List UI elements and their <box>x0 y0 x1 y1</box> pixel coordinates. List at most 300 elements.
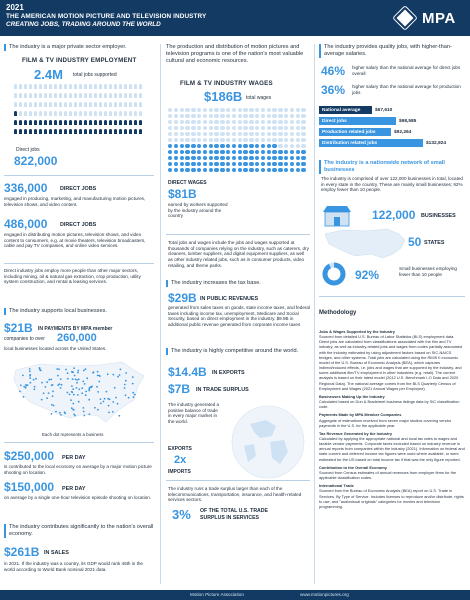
wage-dot <box>255 108 259 112</box>
person-icon <box>29 84 32 89</box>
wage-dot <box>284 108 288 112</box>
business-dot <box>59 412 61 414</box>
wage-dot <box>197 138 201 142</box>
wage-dot <box>249 114 253 118</box>
wage-dot <box>220 126 224 130</box>
person-icon <box>109 129 112 134</box>
person-icon <box>84 84 87 89</box>
page-header <box>0 0 470 36</box>
wage-dot <box>255 138 259 142</box>
person-icon <box>79 93 82 98</box>
business-dot <box>60 387 62 389</box>
wage-dot <box>191 138 195 142</box>
business-dot <box>74 415 76 417</box>
wage-dot <box>185 162 189 166</box>
business-dot <box>112 411 114 413</box>
business-dot <box>74 375 76 377</box>
wage-dot <box>301 120 305 124</box>
wage-dot <box>197 114 201 118</box>
wage-dot <box>249 138 253 142</box>
wage-dot <box>238 120 242 124</box>
person-icon <box>109 102 112 107</box>
sales-value: $261B <box>4 545 40 559</box>
business-dot <box>52 395 54 397</box>
wage-dot <box>220 132 224 136</box>
wage-dot <box>191 108 195 112</box>
person-icon <box>139 84 142 89</box>
wage-dot <box>220 168 224 172</box>
business-dot <box>56 368 58 370</box>
wage-dot <box>180 132 184 136</box>
business-dot <box>58 368 60 370</box>
person-icon <box>29 120 32 125</box>
wage-dot <box>243 114 247 118</box>
person-icon <box>74 102 77 107</box>
person-icon <box>19 93 22 98</box>
business-dot <box>51 404 53 406</box>
wage-dot <box>278 144 282 148</box>
person-icon <box>64 93 67 98</box>
competitive-heading: The industry is highly competitive around the world. <box>166 348 310 355</box>
wage-dot <box>209 120 213 124</box>
wage-dot <box>301 138 305 142</box>
methodology-text: Aggregate of estimations received from seven major studios covering vendor payments in the U.S. for the applicable year. <box>319 417 452 428</box>
wage-dot <box>232 156 236 160</box>
person-icon <box>59 111 62 116</box>
wage-dot <box>209 144 213 148</box>
world-map <box>226 402 310 482</box>
wage-dot <box>191 156 195 160</box>
indirect-desc: Direct industry jobs employ more people than other major sectors, including mining, oil & natural gas extraction, crop production, utility system construction, and rental & leasing services. <box>4 268 141 285</box>
wage-dot <box>296 156 300 160</box>
person-icon <box>114 93 117 98</box>
person-icon <box>129 93 132 98</box>
person-icon <box>34 120 37 125</box>
surplus-pct-text1: OF THE TOTAL U.S. TRADE <box>200 508 269 514</box>
person-icon <box>94 93 97 98</box>
person-icon <box>94 111 97 116</box>
salary-bar-value: $67,610 <box>375 107 393 113</box>
person-icon <box>99 102 102 107</box>
business-dot <box>133 396 135 398</box>
person-icon <box>44 93 47 98</box>
wage-dot <box>185 108 189 112</box>
business-dot <box>67 378 69 380</box>
wage-dot <box>214 108 218 112</box>
business-dot <box>77 372 79 374</box>
wage-dot <box>197 150 201 154</box>
person-icon <box>124 84 127 89</box>
methodology-heading: Payments Made by MPA Member Companies <box>319 412 402 418</box>
wage-dot <box>174 168 178 172</box>
business-dot <box>35 378 37 380</box>
wage-dot <box>267 156 271 160</box>
person-icon <box>104 111 107 116</box>
business-dot <box>89 413 91 415</box>
wage-dot <box>272 162 276 166</box>
pct1-desc: higher salary than the national average for direct jobs overall <box>352 65 461 76</box>
person-icon <box>54 84 57 89</box>
wage-dot <box>249 108 253 112</box>
person-icon <box>99 84 102 89</box>
person-icon <box>129 129 132 134</box>
wage-dot <box>209 132 213 136</box>
person-icon <box>124 129 127 134</box>
wage-dot <box>168 132 172 136</box>
business-dot <box>132 376 134 378</box>
logo-text: MPA <box>422 10 456 27</box>
wage-dot <box>185 126 189 130</box>
business-dot <box>120 369 122 371</box>
person-icon <box>114 111 117 116</box>
wage-dot <box>267 132 271 136</box>
wage-dot <box>243 138 247 142</box>
wage-dot <box>296 168 300 172</box>
salary-bar <box>319 106 393 114</box>
business-dot <box>71 385 73 387</box>
person-icon <box>54 93 57 98</box>
divider <box>319 296 465 297</box>
wage-dot <box>168 150 172 154</box>
perday1-desc: is contributed to the local economy on average by a major motion picture shooting on location. <box>4 464 152 475</box>
person-icon <box>49 84 52 89</box>
methodology-text: Sourced from detailed U.S. Bureau of Labor Statistics (BLS) employment data. Direct jobs are calculated from classifications associated with the film and TV industry, as well as industry-related jobs and wages from codes partially associated with the industry estimated by using adjustment factors based on SIC-NAICS bridges, and other systems. Total jobs are calculated using the RIMS II economic model of the U.S. Bureau of Economic Analysis (BEA), which captures indirect/induced effects, i.e. jobs and wages that are supported by the industry, and some additional film/TV employment in other industries (e.g. retail). The current analysis is based on their latest model (2012 U.S. Benchmark I-O Data and 2020 Regional Data). The national average comes from the BLS Quarterly Census of Employment and Wages (2021 Annual Wages per Employee). <box>319 334 463 391</box>
business-dot <box>92 372 94 374</box>
business-dot <box>50 379 52 381</box>
person-icon <box>49 102 52 107</box>
mpa-logo-mark-icon <box>392 5 418 31</box>
wage-dot <box>214 138 218 142</box>
wage-dot <box>220 156 224 160</box>
wage-dot <box>232 126 236 130</box>
person-icon <box>99 93 102 98</box>
wage-dot <box>278 168 282 172</box>
perday1-unit: PER DAY <box>62 455 86 461</box>
wage-dot <box>267 162 271 166</box>
person-icon <box>19 129 22 134</box>
direct-wages-label: DIRECT WAGES <box>168 180 207 186</box>
person-icon <box>74 111 77 116</box>
person-icon <box>69 84 72 89</box>
person-icon <box>29 93 32 98</box>
businesses-text: local businesses located across the United States. <box>4 346 107 351</box>
person-icon <box>89 93 92 98</box>
business-dot <box>25 384 27 386</box>
person-icon <box>49 120 52 125</box>
business-dot <box>88 390 90 392</box>
wage-dot <box>284 144 288 148</box>
wage-dot <box>272 108 276 112</box>
person-icon <box>54 129 57 134</box>
person-icon <box>114 120 117 125</box>
wage-dot <box>226 138 230 142</box>
payments-text: IN PAYMENTS BY MPA member <box>38 326 113 332</box>
person-icon <box>124 111 127 116</box>
methodology-heading: Jobs & Wages Supported by the Industry <box>319 329 395 334</box>
wage-dot <box>168 156 172 160</box>
person-icon <box>39 84 42 89</box>
sales-desc: in 2021. If the industry was a country, its GDP would rank 46th in the world according to World Bank nominal 2021 data. <box>4 561 143 572</box>
business-dot <box>55 411 57 413</box>
network-heading: The industry is a nationwide network of small businesses <box>319 160 465 174</box>
wage-dot <box>203 126 207 130</box>
business-dot <box>99 375 101 377</box>
wage-dot <box>214 168 218 172</box>
wage-dot <box>168 138 172 142</box>
store-icon <box>321 204 353 228</box>
wage-dot <box>243 162 247 166</box>
methodology-text: Sourced from Census estimates of annual revenues from employer firms for the applicable classification codes. <box>319 469 457 481</box>
total-wages-value: $186B <box>204 89 243 104</box>
business-dot <box>77 394 79 396</box>
business-dot <box>88 399 90 401</box>
tax-desc: generated from sales taxes on goods, state income taxes, and federal taxes including income tax, unemployment, Medicare and Social Security, based on direct employment in the industry. $9.9B in additional public revenue generated from corporate income taxes <box>168 305 310 328</box>
wage-dot <box>301 126 305 130</box>
business-dot <box>97 375 99 377</box>
total-wages-label: total wages <box>246 95 272 101</box>
payments-value: $21B <box>4 321 33 335</box>
wage-dot <box>220 162 224 166</box>
person-icon <box>94 120 97 125</box>
tax-value: $29B <box>168 291 197 305</box>
person-icon <box>89 120 92 125</box>
business-dot <box>41 399 43 401</box>
business-dot <box>81 392 83 394</box>
business-dot <box>134 394 136 396</box>
donut-chart-icon <box>322 262 346 286</box>
person-icon <box>34 84 37 89</box>
wage-dot <box>296 120 300 124</box>
person-icon <box>94 129 97 134</box>
wage-dot <box>203 156 207 160</box>
person-icon <box>139 93 142 98</box>
methodology-text: Calculated based on Dun & Bradstreet business listings data by SIC classification code. <box>319 399 460 410</box>
employer-heading: The industry is a major private sector employer. <box>4 44 154 51</box>
divider <box>166 234 310 235</box>
business-dot <box>61 384 63 386</box>
business-dot <box>100 403 102 405</box>
wage-dot <box>226 168 230 172</box>
wage-dot <box>197 156 201 160</box>
wage-dot <box>243 120 247 124</box>
wage-dot <box>267 144 271 148</box>
person-icon <box>24 93 27 98</box>
person-icon <box>114 129 117 134</box>
business-dot <box>78 388 80 390</box>
business-dot <box>59 383 61 385</box>
wage-dot <box>284 114 288 118</box>
business-dot <box>124 387 126 389</box>
wage-dot <box>255 150 259 154</box>
wage-dot <box>203 162 207 166</box>
person-icon <box>84 111 87 116</box>
business-dot <box>71 407 73 409</box>
business-dot <box>60 414 62 416</box>
person-icon <box>84 120 87 125</box>
person-icon <box>119 93 122 98</box>
salary-bar-value: $92,264 <box>394 129 412 135</box>
person-icon <box>129 84 132 89</box>
wage-dot <box>226 120 230 124</box>
business-dot <box>115 397 117 399</box>
methodology-title: Methodology <box>319 310 357 316</box>
person-icon <box>84 102 87 107</box>
exports-unit: IN EXPORTS <box>212 370 245 376</box>
wage-dot <box>261 120 265 124</box>
wage-dot <box>301 162 305 166</box>
wage-dot <box>185 120 189 124</box>
wage-dot <box>249 156 253 160</box>
person-icon <box>39 93 42 98</box>
imports-ratio: 2x <box>174 454 187 466</box>
us-map-icon <box>10 356 150 428</box>
jobs-people-chart <box>14 84 144 140</box>
wage-dot <box>220 108 224 112</box>
person-icon <box>74 84 77 89</box>
wage-dot <box>168 120 172 124</box>
person-icon <box>24 120 27 125</box>
business-dot <box>29 370 31 372</box>
wage-dot <box>278 138 282 142</box>
us-states-map <box>321 226 409 260</box>
person-icon <box>119 129 122 134</box>
business-dot <box>85 394 87 396</box>
perday2-unit: PER DAY <box>62 486 86 492</box>
business-dot <box>78 378 80 380</box>
wage-dot <box>290 126 294 130</box>
person-icon <box>29 102 32 107</box>
wage-dot <box>232 120 236 124</box>
business-dot <box>106 391 108 393</box>
wage-dot <box>290 162 294 166</box>
wage-dot <box>284 126 288 130</box>
business-dot <box>125 380 127 382</box>
wage-dot <box>249 168 253 172</box>
business-dot <box>64 411 66 413</box>
business-dot <box>57 375 59 377</box>
wage-dot <box>296 132 300 136</box>
wage-dot <box>203 132 207 136</box>
person-icon <box>134 120 137 125</box>
person-icon <box>69 129 72 134</box>
small-pct: 92% <box>355 268 380 282</box>
business-dot <box>29 374 31 376</box>
business-dot <box>112 374 114 376</box>
salary-bar-label: Direct jobs <box>322 118 347 124</box>
wage-dot <box>197 162 201 166</box>
person-icon <box>49 93 52 98</box>
wage-dot <box>180 150 184 154</box>
wage-dot <box>278 162 282 166</box>
wage-dot <box>232 138 236 142</box>
business-dot <box>82 381 84 383</box>
wage-dot <box>290 114 294 118</box>
wage-dot <box>267 138 271 142</box>
person-icon <box>129 111 132 116</box>
page-footer <box>0 590 470 600</box>
person-icon <box>39 129 42 134</box>
small-desc: Small businesses employing fewer than 10 people <box>399 266 457 277</box>
states-unit: STATES <box>424 240 445 246</box>
wage-dot <box>284 120 288 124</box>
business-dot <box>29 368 31 370</box>
salary-bar-value: $98,585 <box>399 118 417 124</box>
person-icon <box>44 84 47 89</box>
person-icon <box>14 93 17 98</box>
methodology-heading: Businesses Making Up the Industry <box>319 393 385 399</box>
wage-dot <box>272 126 276 130</box>
business-dot <box>46 381 48 383</box>
business-dot <box>53 405 55 407</box>
wage-dot <box>226 144 230 148</box>
wage-dot <box>255 120 259 124</box>
balance-text: The industry generated a positive balance of trade in every major market in the world. <box>168 402 220 425</box>
business-dot <box>132 392 134 394</box>
business-dot <box>20 384 22 386</box>
wage-dot <box>296 162 300 166</box>
person-icon <box>59 102 62 107</box>
business-dot <box>23 386 25 388</box>
wages-title: FILM & TV INDUSTRY WAGES <box>180 80 273 87</box>
local-heading: The industry supports local businesses. <box>4 308 154 315</box>
person-icon <box>59 84 62 89</box>
wage-dot <box>203 120 207 124</box>
wage-dot <box>197 132 201 136</box>
wage-dot <box>168 144 172 148</box>
jobs2-unit: DIRECT JOBS <box>60 222 97 228</box>
person-icon <box>139 120 142 125</box>
business-dot <box>51 413 53 415</box>
wage-dot <box>214 150 218 154</box>
person-icon <box>139 111 142 116</box>
business-dot <box>97 371 99 373</box>
wage-dot <box>272 156 276 160</box>
business-dot <box>65 369 67 371</box>
person-icon <box>129 120 132 125</box>
person-icon <box>119 84 122 89</box>
wage-dot <box>261 168 265 172</box>
person-icon <box>104 102 107 107</box>
wage-dot <box>290 138 294 142</box>
wage-dot <box>278 156 282 160</box>
business-dot <box>125 394 127 396</box>
wage-dot <box>238 114 242 118</box>
perday1-value: $250,000 <box>4 449 55 463</box>
wage-dot <box>203 108 207 112</box>
person-icon <box>79 129 82 134</box>
sales-unit: IN SALES <box>44 550 69 556</box>
business-dot <box>78 401 80 403</box>
person-icon <box>24 111 27 116</box>
business-dot <box>75 378 77 380</box>
person-icon <box>124 93 127 98</box>
wage-dot <box>243 150 247 154</box>
wage-dot <box>214 120 218 124</box>
person-icon <box>49 129 52 134</box>
person-icon <box>59 93 62 98</box>
wage-dot <box>238 144 242 148</box>
person-icon <box>49 111 52 116</box>
business-dot <box>117 403 119 405</box>
divider <box>4 175 154 176</box>
column-divider <box>160 44 161 584</box>
year-label: 2021 <box>6 3 24 12</box>
business-dot <box>52 391 54 393</box>
business-dot <box>22 375 24 377</box>
wage-dot <box>284 168 288 172</box>
wage-dot <box>191 114 195 118</box>
person-icon <box>34 129 37 134</box>
